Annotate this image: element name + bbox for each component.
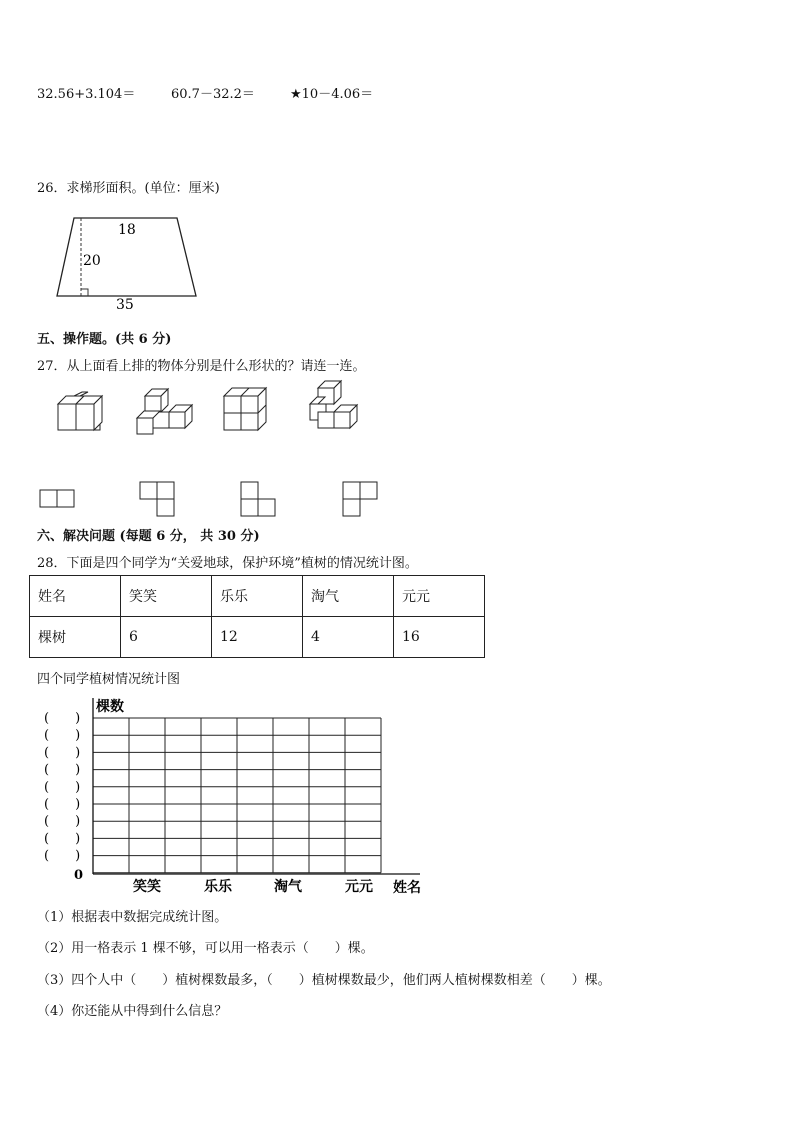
section-5-title: 五、操作题。(共 6 分) <box>37 332 172 347</box>
table-row-header <box>30 576 485 617</box>
table-cell: 棵树 <box>30 617 121 658</box>
origin-label: 0 <box>74 868 84 883</box>
table-cell: 12 <box>212 617 303 658</box>
y-tick-blank: ( ) <box>44 745 81 761</box>
cube-object-2 <box>137 389 192 434</box>
x-tick-label: 笑笑 <box>133 879 161 895</box>
table-cell: 淘气 <box>303 576 394 617</box>
section-6-title: 六、解决问题 (每题 6 分， 共 30 分) <box>37 529 260 544</box>
calc-expr-1: 32.56+3.104＝ <box>37 87 136 102</box>
q28-sub-4: （4）你还能从中得到什么信息？ <box>37 1004 228 1019</box>
trees-table <box>29 575 485 658</box>
y-tick-blank: ( ) <box>44 711 81 726</box>
calc-expr-2: 60.7－32.2＝ <box>171 87 255 102</box>
y-tick-blank: ( ) <box>44 779 81 795</box>
table-cell: 4 <box>303 617 394 658</box>
x-tick-label: 乐乐 <box>204 879 232 895</box>
calc-expr-3: ★10－4.06＝ <box>290 87 374 102</box>
q28-sub-1: （1）根据表中数据完成统计图。 <box>37 910 228 925</box>
trapezoid-height-label: 20 <box>83 253 101 269</box>
trapezoid-figure <box>50 212 205 312</box>
table-cell: 乐乐 <box>212 576 303 617</box>
y-tick-blank: ( ) <box>44 797 81 812</box>
right-angle-mark <box>81 289 88 296</box>
trapezoid-bottom-label: 35 <box>116 297 134 312</box>
trapezoid-top-label: 18 <box>118 222 136 238</box>
q27-title: 27．从上面看上排的物体分别是什么形状的？请连一连。 <box>37 359 366 374</box>
cube-object-3 <box>224 388 266 430</box>
cube-object-4 <box>302 381 357 428</box>
q28-sub-2: （2）用一格表示 1 棵不够，可以用一格表示（ ）棵。 <box>37 941 374 956</box>
top-view-2 <box>140 482 174 516</box>
top-view-3 <box>241 482 275 516</box>
chart-title: 四个同学植树情况统计图 <box>37 672 181 687</box>
x-axis-label: 姓名 <box>393 880 421 896</box>
chart-axes <box>93 698 420 874</box>
x-tick-label: 元元 <box>345 879 373 895</box>
x-tick-label: 淘气 <box>274 879 302 895</box>
grid-chart <box>30 692 430 898</box>
top-view-4 <box>343 482 377 516</box>
cube-object-1 <box>58 392 102 430</box>
cube-objects <box>40 378 370 440</box>
table-cell: 元元 <box>394 576 485 617</box>
top-views <box>38 478 378 520</box>
top-view-1 <box>40 490 74 507</box>
y-tick-blank: ( ) <box>44 814 81 830</box>
y-tick-blank: ( ) <box>44 762 81 778</box>
q28-sub-3: （3）四个人中（ ）植树棵数最多，（ ）植树棵数最少，他们两人植树棵数相差（ ）棵。 <box>37 973 611 988</box>
chart-grid <box>93 718 381 873</box>
y-tick-blank: ( ) <box>44 728 81 744</box>
table-cell: 16 <box>394 617 485 658</box>
table-row-values <box>30 617 485 658</box>
y-tick-blank: ( ) <box>44 848 81 864</box>
y-tick-blank: ( ) <box>44 831 81 847</box>
chart-labels <box>44 698 421 896</box>
table-cell: 6 <box>121 617 212 658</box>
y-axis-label: 棵数 <box>96 699 124 715</box>
q28-title: 28．下面是四个同学为“关爱地球，保护环境”植树的情况统计图。 <box>37 556 418 571</box>
table-cell: 姓名 <box>30 576 121 617</box>
q26-title: 26．求梯形面积。(单位：厘米) <box>37 181 220 196</box>
table-cell: 笑笑 <box>121 576 212 617</box>
